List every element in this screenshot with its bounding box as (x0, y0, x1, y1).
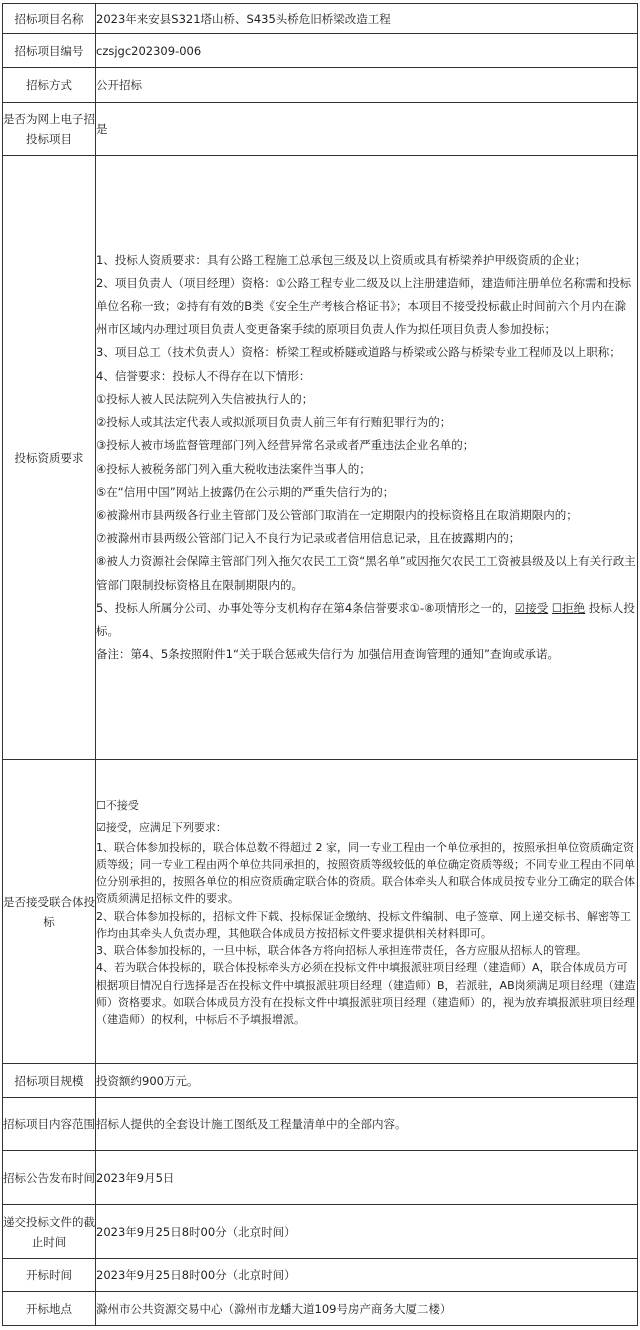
qual-item-4-5: ⑤在“信用中国”网站上披露仍在公示期的严重失信行为的； (96, 484, 395, 499)
value-bid-method: 公开招标 (96, 68, 638, 103)
qual-item-4-6: ⑥被滁州市县两级各行业主管部门及公管部门取消在一定期限内的投标资格且在取消期限内的； (96, 507, 578, 522)
value-project-code: czsjgc202309-006 (96, 34, 638, 68)
row-announce-time (3, 1151, 638, 1205)
label-scale: 招标项目规模 (3, 1064, 96, 1098)
value-announce-time: 2023年9月5日 (96, 1151, 638, 1205)
row-open-time (3, 1259, 638, 1292)
row-deadline (3, 1205, 638, 1259)
consortium-item-4: 4、若为联合体投标的，联合体投标牵头方必须在投标文件中填报派驻项目经理（建造师）A，联合体成员方可根据项目情况自行选择是否在投标文件中填报派驻项目经理（建造师）B，若派驻，AB岗须满足项目经理（建造师）资格要求。如联合体成员方没有在投标文件中填报派驻项目经理（建造师）的，视为放弃填报派驻项目经理（建造师）的权利，中标后不予填报增派。 (96, 961, 636, 1026)
consortium-item-3: 3、联合体参加投标的，一旦中标，联合体各方将向招标人承担连带责任，各方应服从招标人的管理。 (96, 944, 587, 958)
qual-item-4-3: ③投标人被市场监督管理部门列入经营异常名录或者严重违法企业名单的； (96, 438, 475, 453)
label-open-time: 开标时间 (3, 1259, 96, 1292)
consortium-item-2: 2、联合体参加投标的，招标文件下载、投标保证金缴纳、投标文件编制、电子签章、网上递交标书、解密等工作均由其牵头人负责办理，其他联合体成员方按招标文件要求提供相关材料即可。 (96, 909, 631, 940)
value-deadline: 2023年9月25日8时00分（北京时间） (96, 1205, 638, 1259)
consortium-item-1: 1、联合体参加投标的，联合体总数不得超过 2 家，同一专业工程由一个单位承担的，按照承担单位资质确定资质等级；同一专业工程由两个单位共同承担的，按照资质等级较低的单位确定资质等级；不同专业工程由不同单位分别承担的，按照各单位的相应资质确定联合体的资质。联合体牵头人和联合体成员按专业分工确定的联合体资质须满足招标文件的要求。 (96, 840, 635, 906)
row-open-place (3, 1292, 638, 1326)
label-project-name: 招标项目名称 (3, 4, 96, 34)
consortium-accept-option: ☑接受，应满足下列要求： (96, 820, 227, 834)
qual-item-4-4: ④投标人被税务部门列入重大税收违法案件当事人的； (96, 461, 371, 476)
value-qualification (96, 156, 638, 760)
value-open-time: 2023年9月25日8时00分（北京时间） (96, 1259, 638, 1292)
row-scale (3, 1064, 638, 1098)
qual-item-5-tail: 投标人投标。 (96, 600, 635, 638)
row-scope (3, 1098, 638, 1151)
qual-item-3: 3、项目总工（技术负责人）资格：桥梁工程或桥隧或道路与桥梁或公路与桥梁专业工程师及以上职称； (96, 345, 621, 360)
value-scope: 招标人提供的全套设计施工图纸及工程量清单中的全部内容。 (96, 1098, 638, 1151)
qual-item-2: 2、项目负责人（项目经理）资格：①公路工程专业二级及以上注册建造师，建造师注册单位名称需和投标单位名称一致；②持有有效的B类《安全生产考核合格证书》；本项目不接受投标截止时间前六个月内在滁州市区域内办理过项目负责人变更备案手续的原项目负责人作为拟任项目负责人参加投标； (96, 275, 632, 337)
tender-info-table (2, 3, 638, 1326)
value-project-name: 2023年来安县S321塔山桥、S435头桥危旧桥梁改造工程 (96, 4, 638, 34)
consortium-reject-option: ☐不接受 (96, 798, 139, 812)
label-qualification: 投标资质要求 (3, 156, 96, 760)
value-consortium (96, 760, 638, 1064)
qual-item-4: 4、信誉要求：投标人不得存在以下情形： (96, 368, 311, 383)
value-open-place: 滁州市公共资源交易中心（滁州市龙蟠大道109号房产商务大厦二楼） (96, 1292, 638, 1326)
label-consortium: 是否接受联合体投标 (3, 760, 96, 1064)
qual-item-1: 1、投标人资质要求：具有公路工程施工总承包三级及以上资质或具有桥梁养护甲级资质的企业； (96, 252, 587, 267)
qual-item-5 (96, 597, 637, 643)
qual-item-4-2: ②投标人或其法定代表人或拟派项目负责人前三年有行贿犯罪行为的； (96, 415, 452, 430)
label-bid-method: 招标方式 (3, 68, 96, 103)
qual-note: 备注：第4、5条按照附件1“关于联合惩戒失信行为 加强信用查询管理的通知”查询或承诺。 (96, 647, 560, 662)
row-project-name (3, 4, 638, 34)
label-deadline: 递交投标文件的截止时间 (3, 1205, 96, 1259)
label-announce-time: 招标公告发布时间 (3, 1151, 96, 1205)
accept-checkbox: ☑接受 (514, 600, 549, 615)
qual-item-4-8: ⑧被人力资源社会保障主管部门列入拖欠农民工工资“黑名单”或因拖欠农民工工资被县级及以上有关行政主管部门限制投标资格且在限制期限内的。 (96, 554, 636, 592)
label-open-place: 开标地点 (3, 1292, 96, 1326)
qual-item-4-1: ①投标人被人民法院列入失信被执行人的； (96, 391, 314, 406)
row-bid-method (3, 68, 638, 103)
row-qualification (3, 156, 638, 760)
reject-checkbox: ☐拒绝 (551, 600, 586, 615)
qual-item-4-7: ⑦被滁州市县两级公管部门记入不良行为记录或者信用信息记录，且在披露期内的； (96, 531, 521, 546)
label-scope: 招标项目内容范围 (3, 1098, 96, 1151)
label-online-bidding: 是否为网上电子招投标项目 (3, 103, 96, 156)
value-online-bidding: 是 (96, 103, 638, 156)
row-consortium (3, 760, 638, 1064)
row-project-code (3, 34, 638, 68)
value-scale: 投资额约900万元。 (96, 1064, 638, 1098)
qual-item-5-text: 5、投标人所属分公司、办事处等分支机构存在第4条信誉要求①-⑧项情形之一的， (96, 600, 515, 615)
row-online-bidding (3, 103, 638, 156)
label-project-code: 招标项目编号 (3, 34, 96, 68)
